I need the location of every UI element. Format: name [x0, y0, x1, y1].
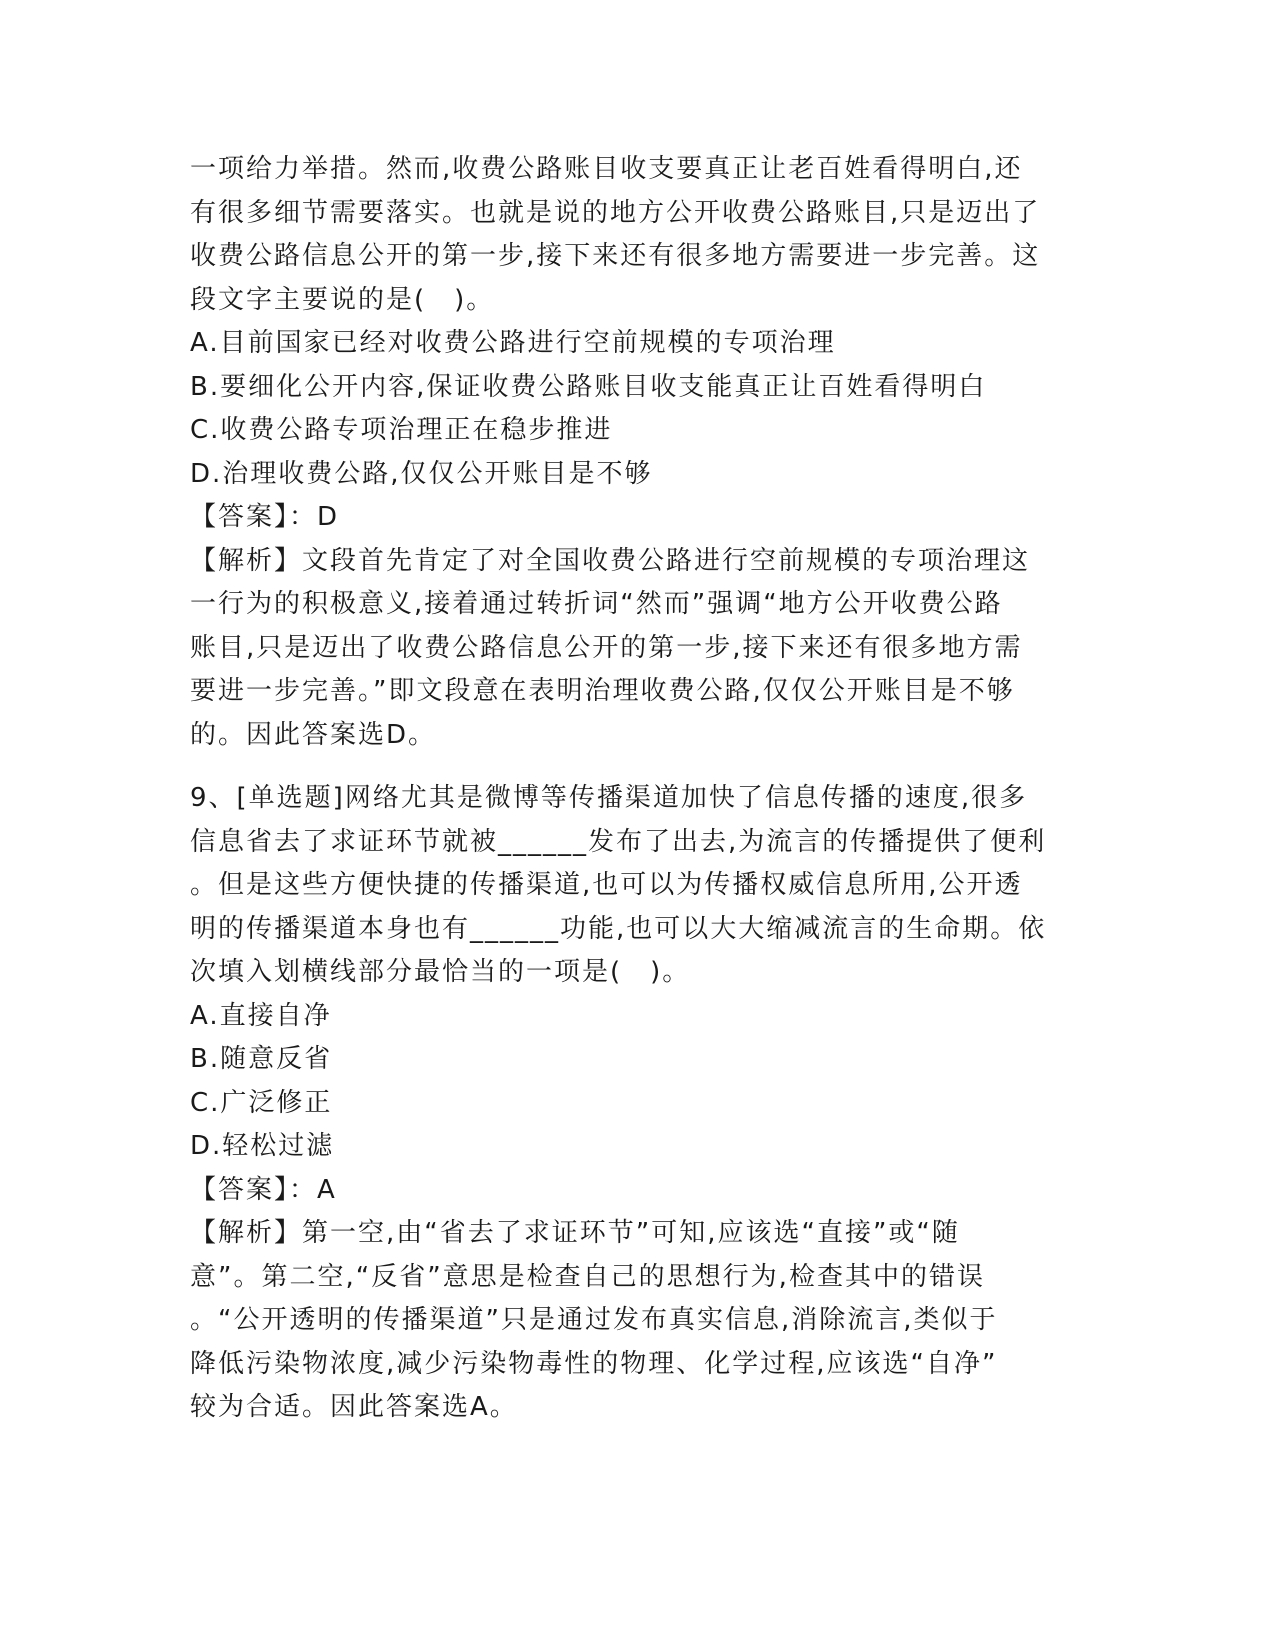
analysis-line: 一行为的积极意义,接着通过转折词“然而”强调“地方公开收费公路 [190, 589, 1003, 619]
analysis-line: 账目,只是迈出了收费公路信息公开的第一步,接下来还有很多地方需 [190, 632, 1023, 663]
stem-line: 9、[单选题]网络尤其是微博等传播渠道加快了信息传播的速度,很多 [190, 783, 1028, 813]
question-gap [190, 757, 1080, 777]
analysis-line: 要进一步完善。”即文段意在表明治理收费公路,仅仅公开账目是不够 [190, 676, 1015, 706]
question-8-analysis [190, 540, 1080, 758]
option-a: A.目前国家已经对收费公路进行空前规模的专项治理 [190, 328, 836, 358]
stem-line: 收费公路信息公开的第一步,接下来还有很多地方需要进一步完善。这 [190, 241, 1041, 271]
option-c: C.收费公路专项治理正在稳步推进 [190, 415, 613, 445]
analysis-line: 降低污染物浓度,减少污染物毒性的物理、化学过程,应该选“自净” [190, 1348, 998, 1379]
analysis-line: 的。因此答案选D。 [190, 719, 437, 750]
stem-line: 。但是这些方便快捷的传播渠道,也可以为传播权威信息所用,公开透 [190, 870, 1023, 900]
question-9-answer: 【答案】：A [190, 1174, 337, 1205]
question-9-stem [190, 777, 1080, 995]
stem-line: 一项给力举措。然而,收费公路账目收支要真正让老百姓看得明白,还 [190, 154, 1023, 184]
question-8-stem [190, 148, 1080, 322]
question-8-options [190, 322, 1080, 496]
question-9-block [190, 777, 1080, 1430]
option-a: A.直接自净 [190, 1000, 332, 1031]
question-8-block [190, 148, 1080, 757]
analysis-line: 意”。第二空,“反省”意思是检查自己的思想行为,检查其中的错误 [190, 1261, 985, 1292]
stem-line: 明的传播渠道本身也有______功能,也可以大大缩减流言的生命期。依 [190, 913, 1047, 944]
stem-line: 信息省去了求证环节就被______发布了出去,为流言的传播提供了便利 [190, 826, 1047, 857]
option-d: D.轻松过滤 [190, 1131, 335, 1161]
stem-line: 次填入划横线部分最恰当的一项是( )。 [190, 957, 691, 987]
analysis-line: 【解析】第一空,由“省去了求证环节”可知,应该选“直接”或“随 [190, 1218, 960, 1248]
analysis-line: 较为合适。因此答案选A。 [190, 1392, 518, 1422]
question-9-options [190, 995, 1080, 1169]
option-d: D.治理收费公路,仅仅公开账目是不够 [190, 458, 653, 489]
option-b: B.要细化公开内容,保证收费公路账目收支能真正让百姓看得明白 [190, 371, 987, 402]
document-page [190, 148, 1080, 1430]
stem-line: 段文字主要说的是( )。 [190, 284, 495, 315]
analysis-line: 。“公开透明的传播渠道”只是通过发布真实信息,消除流言,类似于 [190, 1305, 998, 1335]
stem-line: 有很多细节需要落实。也就是说的地方公开收费公路账目,只是迈出了 [190, 197, 1041, 228]
question-9-analysis [190, 1212, 1080, 1430]
option-c: C.广泛修正 [190, 1087, 333, 1118]
analysis-line: 【解析】文段首先肯定了对全国收费公路进行空前规模的专项治理这 [190, 545, 1031, 576]
option-b: B.随意反省 [190, 1044, 333, 1074]
question-8-answer: 【答案】：D [190, 502, 340, 532]
